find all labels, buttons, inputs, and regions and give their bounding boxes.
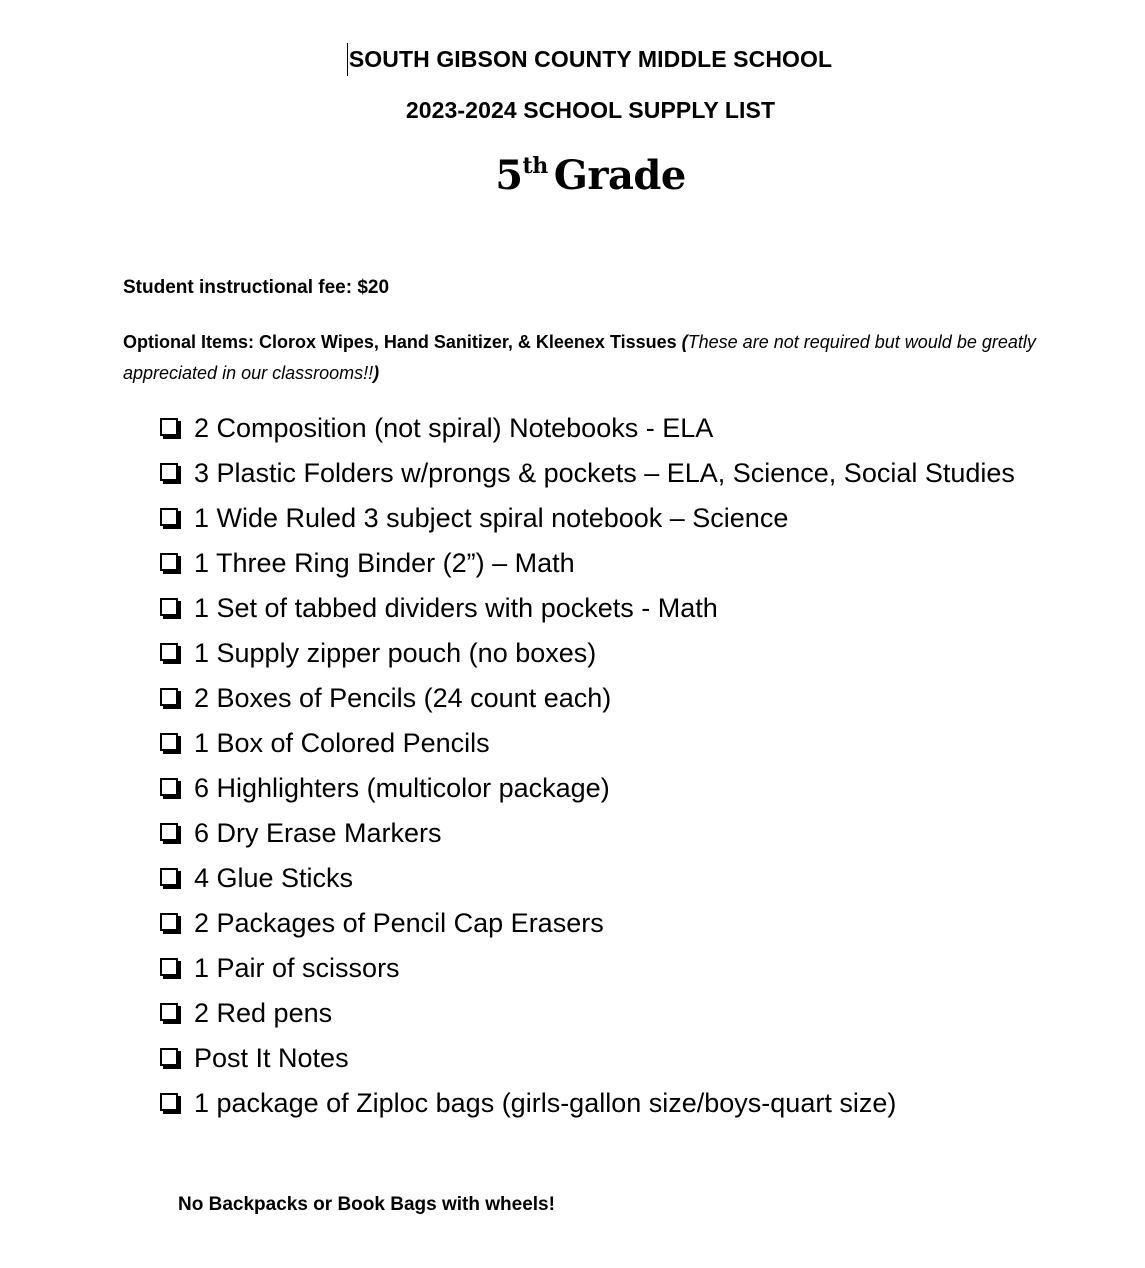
checkbox-icon [160,733,180,753]
checkbox-icon [160,1048,180,1068]
list-item [160,586,1015,631]
checkbox-icon [160,553,180,573]
optional-items-note: These are not required but would be greatly appreciated in our classrooms!! [123,332,1036,383]
grade-title [18,152,1145,199]
list-item [160,811,1015,856]
supply-item-label: 6 Highlighters (multicolor package) [194,773,610,803]
checkbox-icon [160,508,180,528]
list-item [160,1036,1015,1081]
school-name-heading: SOUTH GIBSON COUNTY MIDDLE SCHOOL [348,46,833,72]
optional-open-paren: ( [681,332,688,352]
list-item [160,406,1015,451]
supply-item-label: 1 Box of Colored Pencils [194,728,490,758]
list-item [160,856,1015,901]
checkbox-icon [160,823,180,843]
list-item [160,631,1015,676]
checkbox-icon [160,913,180,933]
list-item [160,991,1015,1036]
supply-item-label: Post It Notes [194,1043,349,1073]
checkbox-icon [160,688,180,708]
supply-item-label: 1 package of Ziploc bags (girls-gallon size/boys-quart size) [194,1088,897,1118]
supply-checklist [160,406,1015,1126]
supply-item-label: 1 Set of tabbed dividers with pockets - Math [194,593,718,623]
supply-item-label: 1 Three Ring Binder (2”) – Math [194,548,575,578]
list-item [160,676,1015,721]
checkbox-icon [160,1093,180,1113]
list-item [160,901,1015,946]
grade-word: Grade [553,152,686,199]
list-item [160,766,1015,811]
supply-item-label: 2 Boxes of Pencils (24 count each) [194,683,612,713]
list-item [160,496,1015,541]
optional-items-paragraph [123,327,1083,389]
checkbox-icon [160,778,180,798]
grade-number: 5 [495,152,523,199]
supply-item-label: 2 Composition (not spiral) Notebooks - ELA [194,413,714,443]
supply-item-label: 6 Dry Erase Markers [194,818,442,848]
checkbox-icon [160,958,180,978]
list-item [160,721,1015,766]
optional-items-label: Optional Items: Clorox Wipes, Hand Sanitizer, & Kleenex Tissues [123,332,682,352]
list-item [160,451,1015,496]
supply-item-label: 4 Glue Sticks [194,863,354,893]
supply-item-label: 2 Packages of Pencil Cap Erasers [194,908,604,938]
optional-close-paren: ) [373,363,380,383]
supply-list-title: 2023-2024 SCHOOL SUPPLY LIST [405,97,776,123]
supply-item-label: 1 Pair of scissors [194,953,400,983]
supply-item-label: 1 Wide Ruled 3 subject spiral notebook – Science [194,503,789,533]
supply-item-label: 2 Red pens [194,998,333,1028]
supply-item-label: 1 Supply zipper pouch (no boxes) [194,638,597,668]
list-item [160,541,1015,586]
instructional-fee: Student instructional fee: $20 [123,277,390,298]
checkbox-icon [160,598,180,618]
checkbox-icon [160,418,180,438]
list-item [160,946,1015,991]
backpack-rule-note: No Backpacks or Book Bags with wheels! [178,1194,555,1215]
grade-suffix: th [522,153,548,179]
checkbox-icon [160,868,180,888]
checkbox-icon [160,643,180,663]
checkbox-icon [160,1003,180,1023]
checkbox-icon [160,463,180,483]
supply-item-label: 3 Plastic Folders w/prongs & pockets – ELA, Science, Social Studies [194,458,1015,488]
list-item [160,1081,1015,1126]
